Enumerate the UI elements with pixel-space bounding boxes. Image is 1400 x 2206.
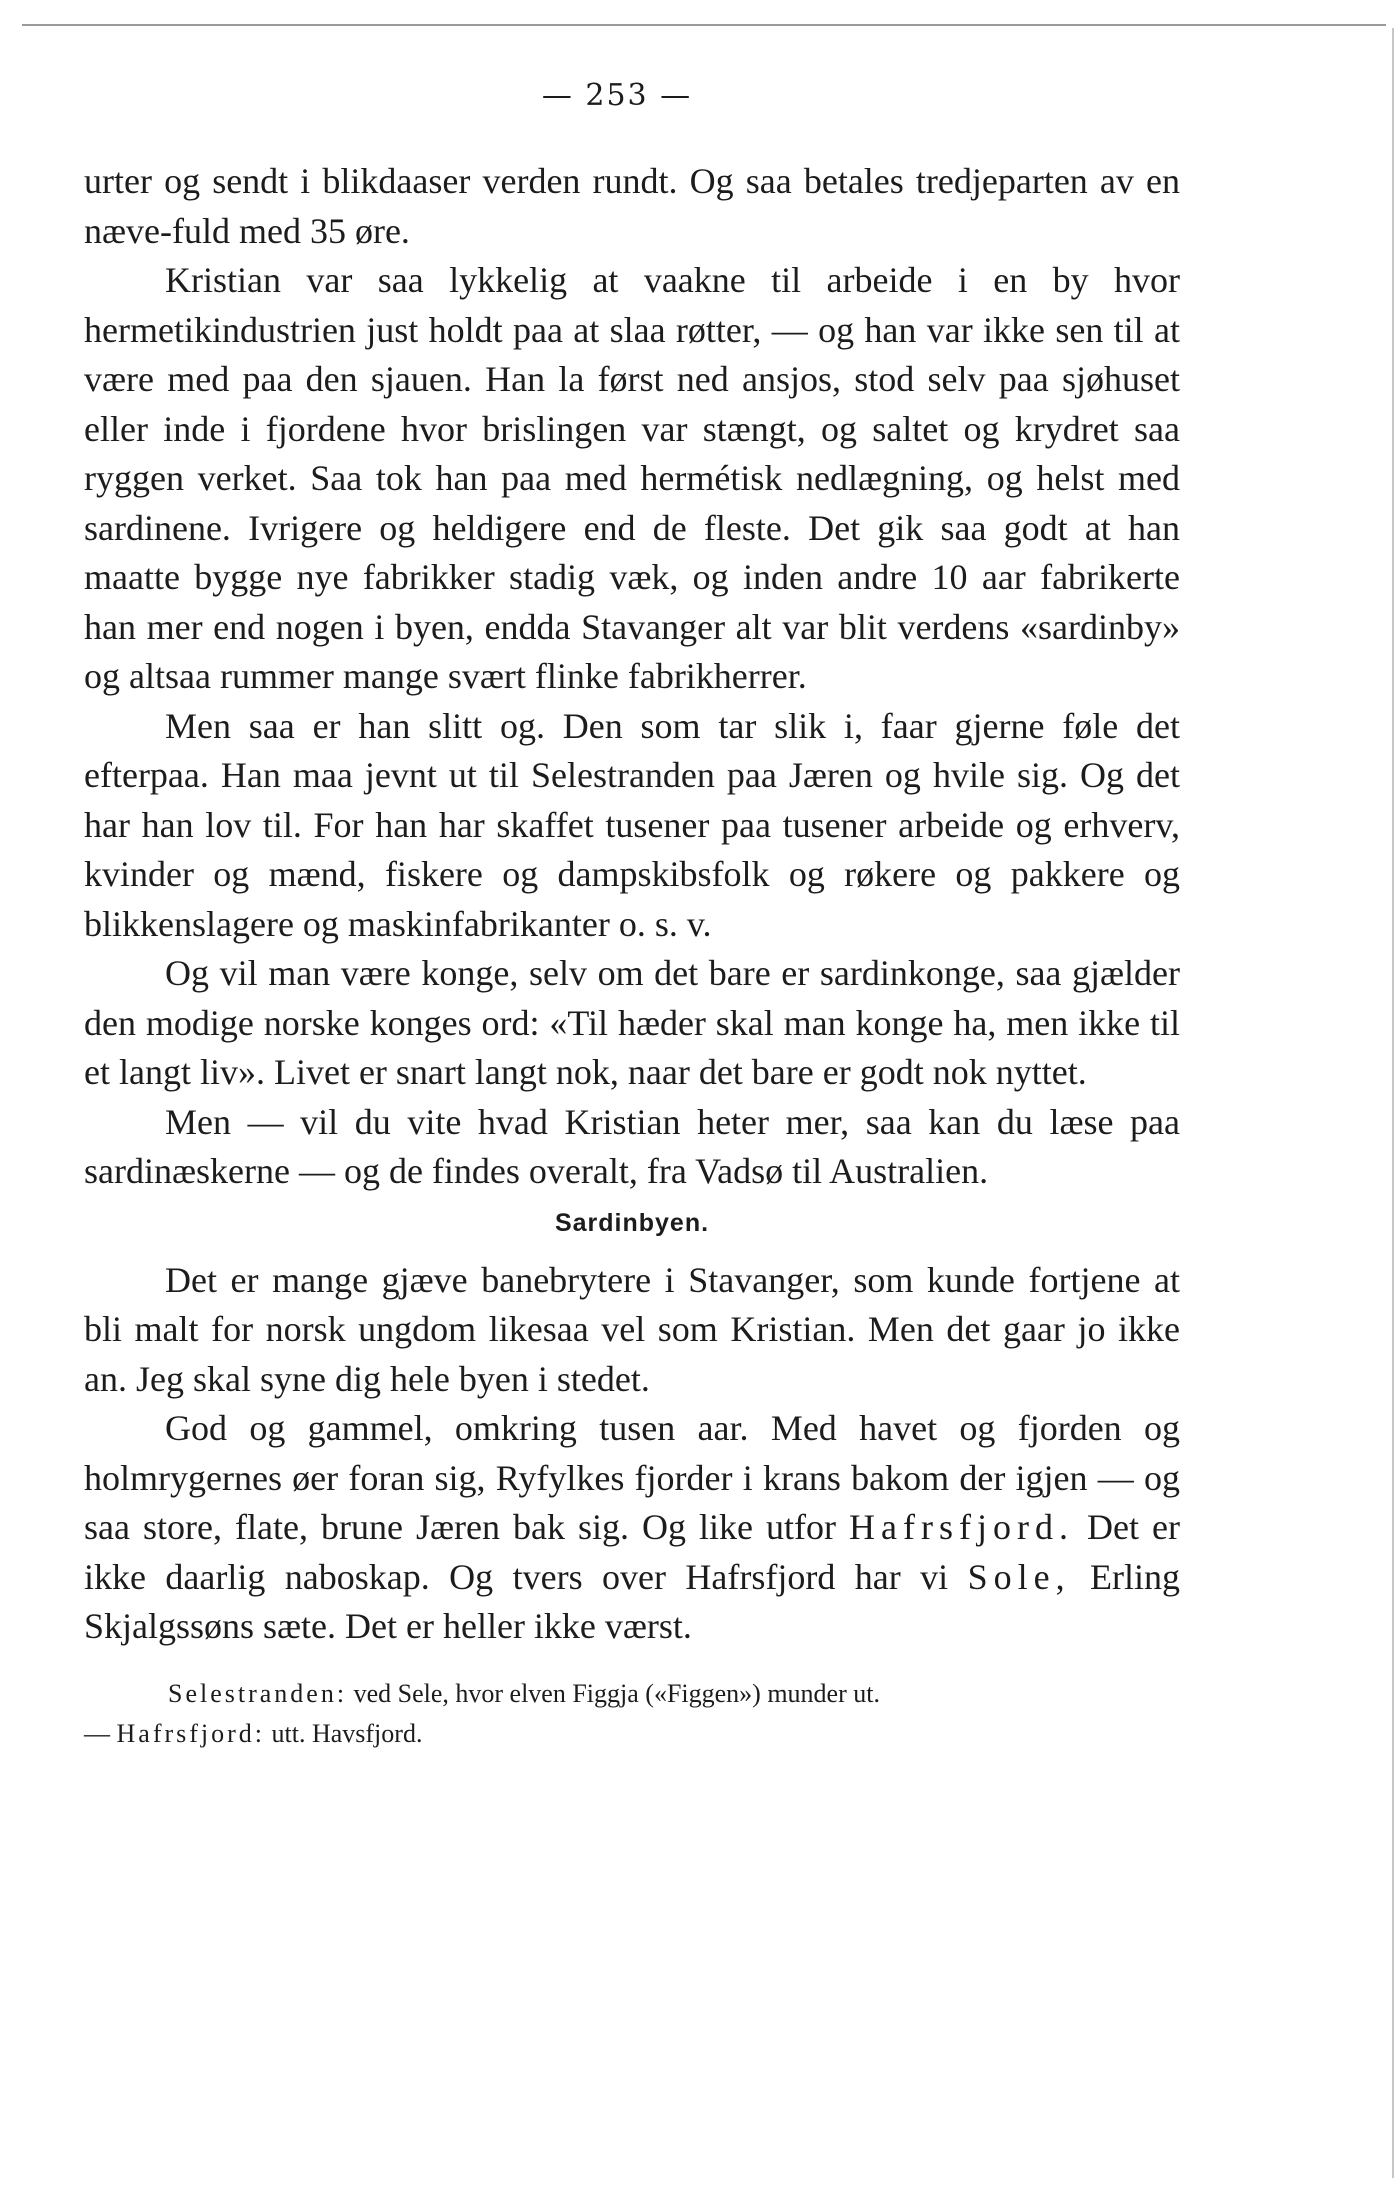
section-heading: Sardinbyen. [554,1208,710,1237]
p7-text-b: Det er ikke daarlig naboskap. Og tvers over Hafrsfjord har vi [84,1507,1180,1597]
book-page [84,78,1180,1754]
footnote-line-1 [84,1674,1180,1714]
paragraph-4: Og vil man være konge, selv om det bare er sardinkonge, saa gjælder den modige norske konges ord: «Til hæder skal man konge ha, men ikke til et langt liv». Livet er snart langt nok, naar det bare er godt nok nyttet. [84,953,1180,1092]
footnote-term-selestranden: Selestranden: [168,1678,348,1708]
paragraph-5: Men — vil du vite hvad Kristian heter mer, saa kan du læse paa sardinæskerne — og de findes overalt, fra Vadsø til Australien. [84,1101,1180,1191]
footnote [84,1674,1180,1754]
paragraph-7 [84,1404,1180,1652]
right-border-line [1392,28,1394,2178]
p7-text-c: Erling Skjalgssøns sæte. Det er heller ikke værst. [84,1556,1181,1646]
footnote-text-2: utt. Havsfjord. [271,1718,423,1748]
footnote-line-2 [84,1714,1180,1754]
top-border-line [22,24,1386,26]
paragraph-1: urter og sendt i blikdaaser verden rundt. Og saa betales tredjeparten av en næve-fuld med 35 øre. [84,161,1180,251]
p7-text-a: God og gammel, omkring tusen aar. Med havet og fjorden og holmrygernes øer foran sig, Ryfylkes fjorder i krans bakom der igjen — og saa store, flate, brune Jæren bak sig. Og like utfor [84,1408,1180,1547]
p7-hafrsfjord-spaced: Hafrsfjord. [849,1507,1074,1547]
footnote-dash: — [84,1718,110,1748]
footnote-text-1: ved Sele, hvor elven Figgja («Figgen») munder ut. [353,1678,880,1708]
paragraph-2: Kristian var saa lykkelig at vaakne til arbeide i en by hvor hermetikindustrien just holdt paa at slaa røtter, — og han var ikke sen til at være med paa den sjauen. Han la først ned ansjos, stod selv paa sjøhuset eller inde i fjordene hvor brislingen var stængt, og saltet og krydret saa ryggen verket. Saa tok han paa med hermétisk nedlægning, og helst med sardinene. Ivrigere og heldigere end de fleste. Det gik saa godt at han maatte bygge nye fabrikker stadig væk, og inden andre 10 aar fabrikerte han mer end nogen i byen, endda Stavanger alt var blit verdens «sardinby» og altsaa rummer mange svært flinke fabrikherrer. [84,260,1180,696]
footnote-term-hafrsfjord: Hafrsfjord: [116,1718,266,1748]
page-number: — 253 — [541,78,693,113]
p7-sole-spaced: Sole, [967,1556,1071,1597]
paragraph-6: Det er mange gjæve banebrytere i Stavanger, som kunde fortjene at bli malt for norsk ungdom likesaa vel som Kristian. Men det gaar jo ikke an. Jeg skal syne dig hele byen i stedet. [84,1259,1180,1399]
paragraph-3: Men saa er han slitt og. Den som tar slik i, faar gjerne føle det efterpaa. Han maa jevnt ut til Selestranden paa Jæren og hvile sig. Og det har han lov til. For han har skaffet tusener paa tusener arbeide og erhverv, kvinder og mænd, fiskere og dampskibsfolk og røkere og pakkere og blikkenslagere og maskinfabrikanter o. s. v. [84,705,1180,944]
